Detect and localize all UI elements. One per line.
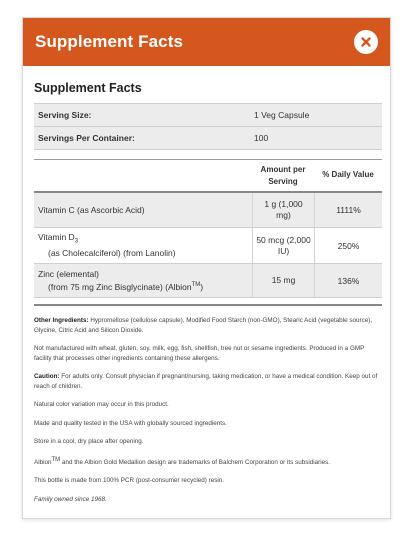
nutrient-amount: 1 g (1,000 mg)	[252, 193, 314, 227]
close-x-icon	[360, 36, 372, 48]
nutrient-table-header	[34, 159, 382, 193]
bottle-note: This bottle is made from 100% PCR (post-consumer recycled) resin.	[34, 477, 225, 485]
allergen-note: Not manufactured with wheat, gluten, soy, milk, egg, fish, shellfish, tree nut or sesame ingredients. Produced in a GMP facility that processes other ingredients containing these allergens.	[34, 345, 365, 362]
servings-per-container-label: Servings Per Container:	[38, 133, 135, 143]
notes-section	[34, 304, 382, 504]
nutrient-row-zinc	[34, 264, 382, 298]
nutrient-row-vitamin-c	[34, 193, 382, 228]
servings-per-container-row	[34, 126, 382, 149]
other-ingredients-note: Other Ingredients: Hypromellose (cellulose capsule), Modified Food Starch (non-GMO), Stearic Acid (vegetable source), Glycine, Citric Acid and Silicon Dioxide.	[34, 317, 373, 334]
serving-size-row	[34, 103, 382, 126]
nutrient-name: Vitamin C (as Ascorbic Acid)	[38, 204, 145, 215]
trademark-note: Albion™ and the Albion Gold Medallion design are trademarks of Balchem Corporation or its subsidiaries.	[34, 456, 331, 466]
facts-content	[34, 79, 382, 513]
family-owned-note: Family owned since 1968.	[34, 495, 107, 503]
caution-note: Caution: For adults only. Consult physician if pregnant/nursing, taking medication, or have a medical condition. Keep out of reach of children.	[34, 373, 378, 390]
made-in-note: Made and quality tested in the USA with globally sourced ingredients.	[34, 419, 227, 427]
amount-column-header: Amount per Serving	[260, 165, 306, 186]
color-variation-note: Natural color variation may occur in this product.	[34, 401, 169, 408]
nutrient-amount: 50 mcg (2,000 IU)	[252, 228, 314, 263]
nutrient-name: Zinc (elemental) (from 75 mg Zinc Bisglycinate) (Albion™)	[38, 268, 204, 292]
nutrient-row-vitamin-d	[34, 228, 382, 264]
modal-title: Supplement Facts	[35, 32, 184, 51]
serving-size-label: Serving Size:	[38, 110, 92, 120]
modal-header	[23, 18, 390, 66]
daily-value-column-header: % Daily Value	[322, 170, 374, 179]
storage-note: Store in a cool, dry place after opening.	[34, 438, 144, 445]
servings-per-container-value: 100	[254, 133, 269, 143]
serving-size-value: 1 Veg Capsule	[254, 110, 310, 120]
nutrient-dv: 1111%	[314, 193, 382, 227]
divider	[34, 149, 382, 159]
close-button[interactable]	[354, 30, 378, 54]
supplement-facts-modal	[22, 17, 391, 519]
facts-heading: Supplement Facts	[34, 81, 142, 95]
nutrient-dv: 136%	[314, 264, 382, 297]
nutrient-name: Vitamin $D_3$ (as Cholecalciferol) (from Lanolin)	[38, 232, 176, 258]
nutrient-dv: 250%	[314, 228, 382, 263]
nutrient-amount: 15 mg	[252, 264, 314, 297]
